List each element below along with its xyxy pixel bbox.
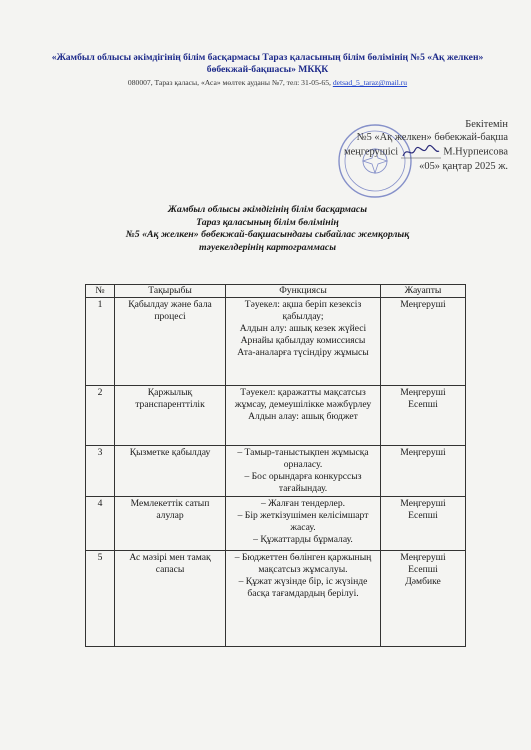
table-header-row [86, 285, 466, 298]
responsible-person: Меңгеруші [400, 552, 446, 563]
function-item: – Құжат жүзінде бір, іс жүзінде басқа тағамдардың берілуі. [238, 576, 368, 599]
responsible-person: Меңгеруші [400, 498, 446, 509]
row-number: 3 [86, 446, 115, 497]
organization-address: 080007, Тараз қаласы, «Аса» мөлтек ауданы №7, тел: 31-05-65, [127, 78, 331, 87]
function-item: Ата-аналарға түсіндіру жұмысы [237, 347, 369, 358]
function-item: Тәуекел: қаражатты мақсатсыз жұмсау, демеушілікке мәжбүрлеу [234, 387, 372, 410]
row-responsible [381, 386, 466, 446]
organization-header [40, 52, 495, 88]
function-item: – Жалған тендерлер. [260, 498, 346, 509]
responsible-person: Есепші [408, 564, 438, 575]
row-number: 2 [86, 386, 115, 446]
row-responsible [381, 446, 466, 497]
header-responsible: Жауапты [381, 285, 466, 298]
row-functions [226, 497, 381, 551]
approval-title-label: меңгерушісі [344, 146, 399, 158]
row-topic: Қаржылық транспаренттілік [115, 386, 226, 446]
approval-signature-line [344, 144, 508, 160]
row-number: 1 [86, 298, 115, 386]
row-functions [226, 298, 381, 386]
function-item: – Құжаттарды бұрмалау. [253, 534, 353, 545]
row-number: 4 [86, 497, 115, 551]
table-row [86, 551, 466, 647]
title-line-1: Жамбыл облысы әкімдігінің білім басқармасы [167, 204, 368, 215]
function-item: – Бір жеткізушімен келісімшарт жасау. [237, 510, 369, 533]
function-item: Алдын алау: ашық бюджет [248, 411, 358, 422]
responsible-person: Есепші [408, 510, 438, 521]
header-topic: Тақырыбы [115, 285, 226, 298]
function-item: – Бос орындарға конкурссыз тағайындау. [244, 471, 362, 494]
table-row [86, 446, 466, 497]
function-item: Алдын алу: ашық кезек жүйесі [239, 323, 367, 334]
table-row [86, 386, 466, 446]
header-function: Функциясы [226, 285, 381, 298]
header-number: № [86, 285, 115, 298]
row-functions [226, 386, 381, 446]
approval-block [344, 118, 508, 173]
responsible-person: Меңгеруші [400, 447, 446, 458]
row-responsible [381, 298, 466, 386]
row-responsible [381, 497, 466, 551]
title-line-2: Тараз қаласының білім бөлімінің [196, 216, 339, 228]
signature-icon [401, 144, 441, 160]
document-title [60, 204, 475, 254]
row-topic: Қызметке қабылдау [115, 446, 226, 497]
organization-name: «Жамбыл облысы әкімдігінің білім басқармасы Тараз қаласының білім бөлімінің №5 «Ақ желкен» бөбекжай-бақшасы» МКҚК [51, 52, 484, 75]
approval-director-name: М.Нурпеисова [443, 146, 508, 158]
function-item: – Тамыр-таныстықпен жұмысқа орналасу. [237, 447, 369, 470]
responsible-person: Меңгеруші [400, 387, 446, 398]
row-responsible [381, 551, 466, 647]
row-topic: Ас мәзірі мен тамақ сапасы [115, 551, 226, 647]
approval-heading: Бекітемін [465, 119, 508, 130]
email-link[interactable]: detsad_5_taraz@mail.ru [332, 78, 408, 87]
risk-map-table [85, 284, 466, 647]
table-row [86, 497, 466, 551]
organization-address-line [40, 77, 495, 88]
function-item: Тәуекел: ақша беріп кезексіз қабылдау; [244, 299, 362, 322]
approval-date: «05» қаңтар 2025 ж. [419, 161, 508, 172]
function-item: Арнайы қабылдау комиссиясы [240, 335, 366, 346]
row-topic: Мемлекеттік сатып алулар [115, 497, 226, 551]
approval-position: №5 «Ақ желкен» бөбекжай-бақша [356, 132, 508, 143]
title-line-3: №5 «Ақ желкен» бөбекжай-бақшасындағы сыбайлас жемқорлық [125, 229, 410, 240]
function-item: – Бюджеттен бөлінген қаржының мақсатсыз жұмсалуы. [234, 552, 372, 575]
row-topic: Қабылдау және бала процесі [115, 298, 226, 386]
title-line-4: тәуекелдерінің картограммасы [198, 241, 336, 253]
row-functions [226, 446, 381, 497]
responsible-person: Дәмбике [405, 576, 441, 587]
row-functions [226, 551, 381, 647]
row-number: 5 [86, 551, 115, 647]
responsible-person: Есепші [408, 399, 438, 410]
table-row [86, 298, 466, 386]
responsible-person: Меңгеруші [400, 299, 446, 310]
